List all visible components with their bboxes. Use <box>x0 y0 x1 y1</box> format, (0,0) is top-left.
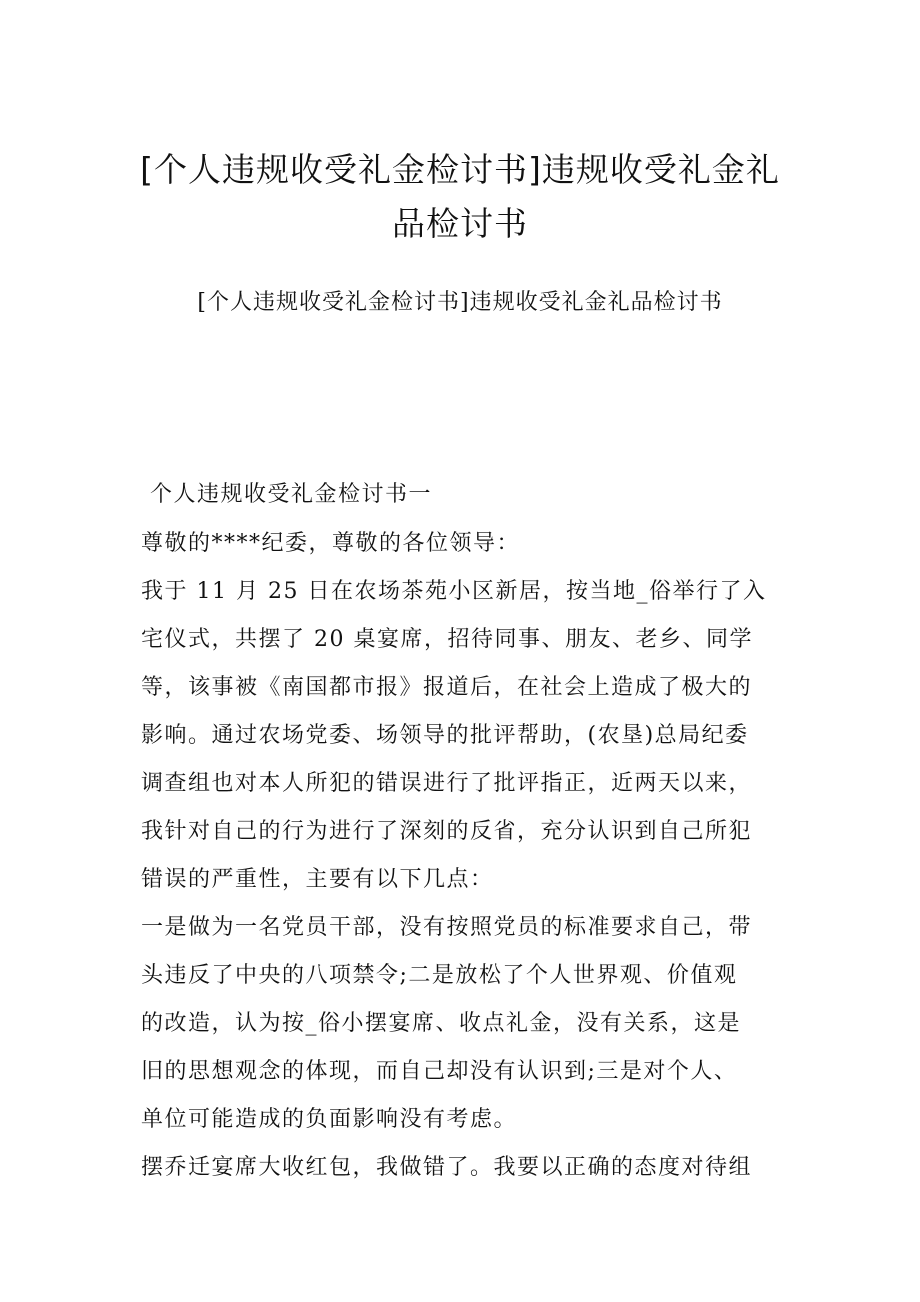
body-line: 调查组也对本人所犯的错误进行了批评指正，近两天以来， <box>141 771 753 796</box>
salutation: 尊敬的****纪委，尊敬的各位领导： <box>141 531 521 556</box>
document-subtitle: [个人违规收受礼金检讨书]违规收受礼金礼品检讨书 <box>197 290 723 315</box>
body-line: 一是做为一名党员干部，没有按照党员的标准要求自己，带 <box>141 915 753 940</box>
body-line: 头违反了中央的八项禁令;二是放松了个人世界观、价值观 <box>141 963 738 988</box>
body-line: 我针对自己的行为进行了深刻的反省，充分认识到自己所犯 <box>141 819 753 844</box>
body-line: 单位可能造成的负面影响没有考虑。 <box>141 1107 518 1132</box>
body-line: 宅仪式，共摆了 20 桌宴席，招待同事、朋友、老乡、同学 <box>141 627 753 652</box>
body-line: 摆乔迁宴席大收红包，我做错了。我要以正确的态度对待组 <box>141 1155 753 1180</box>
document-title-line-1: [个人违规收受礼金检讨书]违规收受礼金礼 <box>140 150 780 189</box>
body-line: 我于 11 月 25 日在农场茶苑小区新居，按当地_俗举行了入 <box>141 579 767 604</box>
body-line: 影响。通过农场党委、场领导的批评帮助，(农垦)总局纪委 <box>141 723 749 748</box>
body-line: 旧的思想观念的体现，而自己却没有认识到;三是对个人、 <box>141 1059 738 1084</box>
body-line: 错误的严重性，主要有以下几点： <box>141 867 494 892</box>
section-heading: 个人违规收受礼金检讨书一 <box>150 482 433 507</box>
body-line: 等，该事被《南国都市报》报道后，在社会上造成了极大的 <box>141 675 753 700</box>
body-line: 的改造，认为按_俗小摆宴席、收点礼金，没有关系，这是 <box>141 1011 742 1036</box>
document-title-line-2: 品检讨书 <box>392 204 528 243</box>
